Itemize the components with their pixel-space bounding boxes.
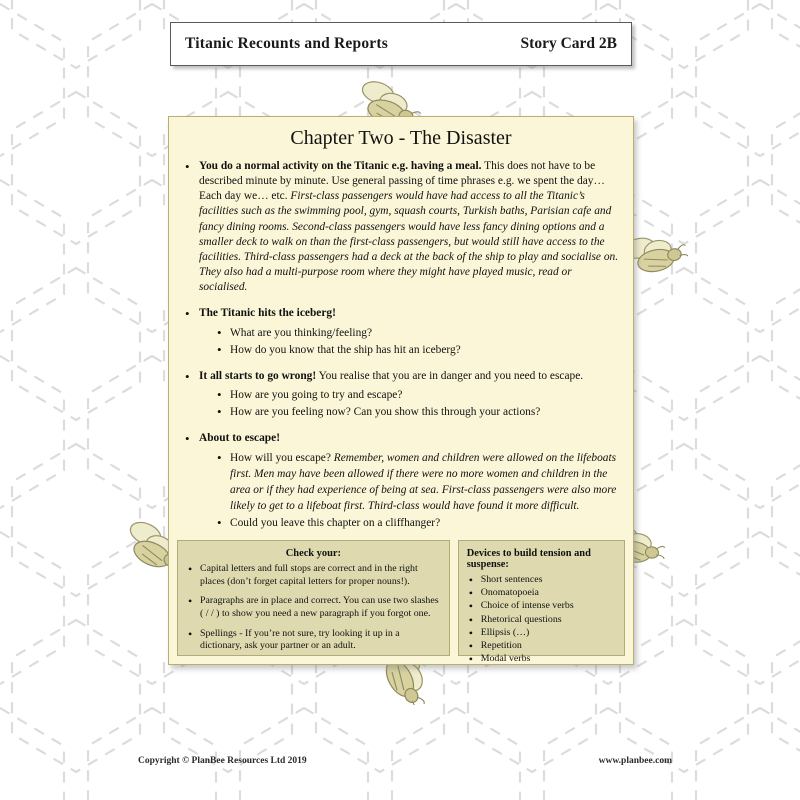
list-item	[185, 431, 619, 531]
list-item: • Spellings - If you’re not sure, try looking it up in a dictionary, ask your partner or an adult.	[188, 628, 441, 653]
list-item: • Could you leave this chapter on a cliffhanger?	[217, 515, 619, 531]
check-your-list	[186, 563, 441, 653]
list-item: • Choice of intense verbs	[469, 600, 616, 613]
list-item	[217, 450, 619, 515]
chapter-heading: Chapter Two - The Disaster	[290, 127, 512, 149]
instruction-list	[185, 159, 619, 532]
sub-italic: Remember, women and children were allowed on the lifeboats first. Men may have been allowed if there were no more women and children in the area or if they had experience of being at sea. First-class passengers were also more likely to get to a lifeboat first. Third-class would have found it more difficult.	[230, 451, 617, 513]
footer-copyright: Copyright © PlanBee Resources Ltd 2019	[138, 756, 307, 766]
list-item: • How do you know that the ship has hit an iceberg?	[217, 342, 619, 358]
story-card	[168, 116, 634, 665]
story-card-label: Story Card 2B	[520, 35, 617, 52]
list-item: • Onomatopoeia	[469, 587, 616, 600]
list-item: • Repetition	[469, 640, 616, 653]
bullet-lead: It all starts to go wrong!	[199, 369, 317, 382]
devices-list	[467, 574, 616, 665]
list-item: • Modal verbs	[469, 653, 616, 665]
list-item: • What are you thinking/feeling?	[217, 325, 619, 341]
devices-box	[458, 540, 625, 665]
bullet-plain: You realise that you are in danger and you need to escape.	[316, 369, 584, 382]
page-title: Titanic Recounts and Reports	[185, 35, 388, 52]
sub-list	[199, 325, 619, 358]
list-item: • Capital letters and full stops are correct and in the right places (don’t forget capital letters for proper nouns!).	[188, 563, 441, 588]
sub-list	[199, 387, 619, 420]
footer-website[interactable]: www.planbee.com	[598, 756, 672, 766]
bullet-italic: First-class passengers would have had access to all the Titanic’s facilities such as the swimming pool, gym, squash courts, Turkish baths, Parisian cafe and fancy dining rooms. Second-class passengers would have less fancy dining options and a smaller deck to walk on than the first-class passengers, but would still have access to the facilities. Third-class passengers had a deck at the back of the ship to play and socialise on. They also had a multi-purpose room where they might have played music, read or socialised.	[199, 190, 619, 294]
sub-list	[199, 450, 619, 532]
list-item: • Rhetorical questions	[469, 614, 616, 627]
list-item: • Paragraphs are in place and correct. You can use two slashes ( / / ) to show you need a new paragraph if you forgot one.	[188, 595, 441, 620]
list-item: • Short sentences	[469, 574, 616, 587]
header-banner	[170, 22, 632, 66]
check-your-title: Check your:	[285, 548, 341, 559]
bullet-lead: The Titanic hits the iceberg!	[199, 307, 336, 320]
bullet-lead: You do a normal activity on the Titanic e.g. having a meal.	[199, 160, 482, 172]
sub-plain-lead: How will you escape?	[230, 451, 334, 464]
list-item: • Ellipsis (…)	[469, 627, 616, 640]
list-item: • How are you feeling now? Can you show this through your actions?	[217, 404, 619, 420]
bullet-lead: About to escape!	[199, 432, 280, 445]
list-item	[185, 369, 619, 421]
bullet-plain: This does not have to be described minute by minute. Use general passing of time phrases e.g. we spent the day… Each day we… etc.	[199, 160, 605, 203]
card-body	[169, 159, 633, 532]
bottom-boxes-row	[169, 534, 633, 664]
check-your-box	[177, 540, 450, 656]
devices-title: Devices to build tension and suspense:	[466, 548, 591, 570]
list-item: • How are you going to try and escape?	[217, 387, 619, 403]
list-item	[185, 306, 619, 358]
list-item	[185, 159, 619, 295]
